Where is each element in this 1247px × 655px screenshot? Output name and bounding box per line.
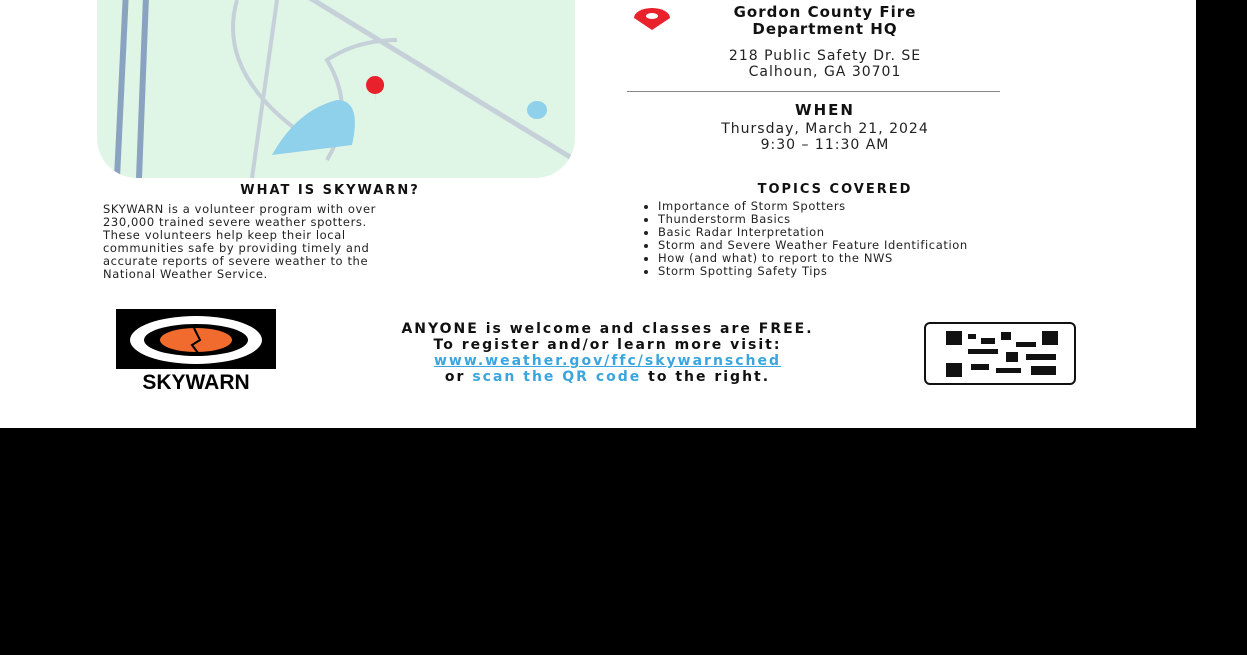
skywarn-logo bbox=[116, 309, 276, 397]
topic-item: • How (and what) to report to the NWS bbox=[658, 252, 1052, 265]
topic-item: • Importance of Storm Spotters bbox=[658, 200, 1052, 213]
eye-icon bbox=[116, 309, 276, 369]
topic-item: • Thunderstorm Basics bbox=[658, 213, 1052, 226]
about-line: accurate reports of severe weather to the bbox=[103, 254, 369, 268]
location-address: 218 Public Safety Dr. SE Calhoun, GA 30701 bbox=[728, 48, 922, 80]
event-datetime: Thursday, March 21, 2024 9:30 – 11:30 AM bbox=[721, 121, 929, 153]
about-line: SKYWARN is a volunteer program with over bbox=[103, 202, 376, 216]
topics-heading: TOPICS COVERED bbox=[757, 182, 913, 197]
about-line: These volunteers help keep their local bbox=[103, 228, 346, 242]
right-text: to the right. bbox=[641, 369, 771, 385]
topic-item: • Storm Spotting Safety Tips bbox=[658, 265, 1052, 278]
free-note: ANYONE is welcome and classes are FREE. bbox=[401, 321, 814, 337]
location-pin-icon bbox=[630, 5, 674, 31]
register-note: To register and/or learn more visit: bbox=[433, 337, 782, 353]
divider bbox=[627, 91, 1000, 92]
qr-link[interactable]: scan the QR code bbox=[472, 369, 642, 385]
about-text bbox=[103, 203, 563, 281]
register-link[interactable]: www.weather.gov/ffc/skywarnsched bbox=[433, 353, 782, 369]
topics-list bbox=[632, 200, 1052, 278]
logo-text: SKYWARN bbox=[116, 369, 276, 397]
map-graphic bbox=[97, 0, 575, 178]
topic-item: • Basic Radar Interpretation bbox=[658, 226, 1052, 239]
about-line: communities safe by providing timely and bbox=[103, 241, 370, 255]
location-name: Gordon County Fire Department HQ bbox=[733, 3, 917, 38]
register-info bbox=[300, 321, 915, 385]
qr-code[interactable] bbox=[924, 322, 1076, 385]
about-line: 230,000 trained severe weather spotters. bbox=[103, 215, 367, 229]
about-heading: WHAT IS SKYWARN? bbox=[240, 183, 420, 198]
location-map[interactable] bbox=[97, 0, 575, 178]
or-text: or bbox=[444, 369, 473, 385]
topic-item: • Storm and Severe Weather Feature Identification bbox=[658, 239, 1052, 252]
when-heading: WHEN bbox=[795, 101, 855, 119]
map-pin-icon bbox=[366, 76, 384, 104]
about-line: National Weather Service. bbox=[103, 267, 268, 281]
qr-code-icon bbox=[926, 324, 1074, 383]
